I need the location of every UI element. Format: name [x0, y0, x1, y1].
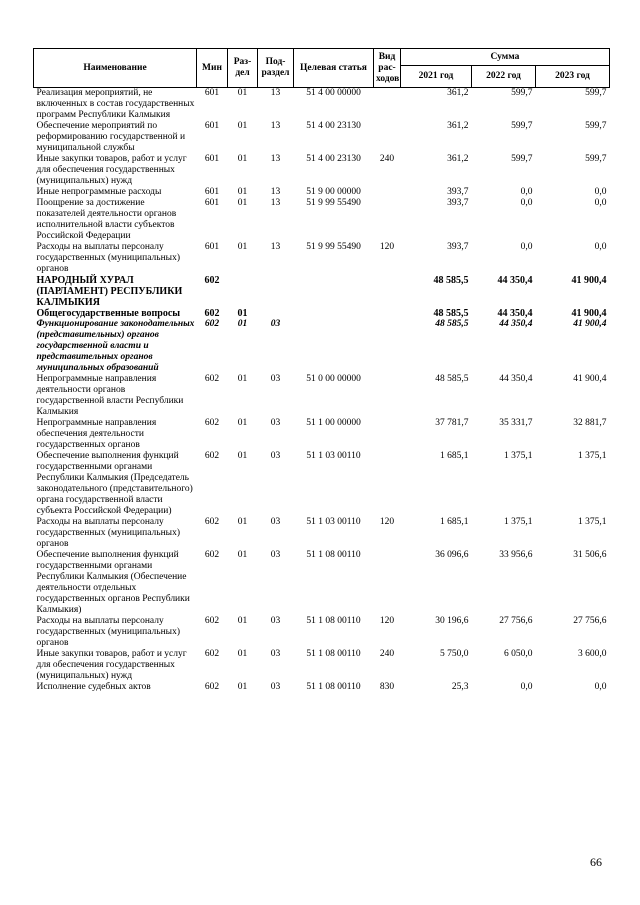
table-row	[34, 451, 610, 517]
row-name: Обеспечение выполнения функций государственными органами Республики Калмыкия (Обеспечение деятельности отдельных государственных органов Республики Калмыкия)	[36, 550, 190, 615]
row-min: 602	[204, 451, 220, 461]
row-2021: 361,2	[447, 88, 469, 98]
row-vid	[374, 198, 401, 242]
row-razdel: 01	[237, 187, 248, 197]
header-sum: Сумма	[401, 49, 610, 66]
row-vid	[374, 550, 401, 616]
row-name: Иные закупки товаров, работ и услуг для обеспечения государственных (муниципальных) нужд	[36, 154, 187, 186]
row-2023: 0,0	[594, 242, 607, 252]
row-2023: 1 375,1	[578, 451, 607, 461]
row-min: 602	[204, 550, 220, 560]
row-target: 51 4 00 00000	[306, 88, 361, 98]
row-2023: 41 900,4	[571, 308, 607, 319]
row-target: 51 4 00 23130	[306, 121, 361, 131]
row-2022: 599,7	[511, 154, 533, 164]
row-razdel: 01	[237, 374, 248, 384]
row-2022: 599,7	[511, 88, 533, 98]
row-2023: 31 506,6	[573, 550, 607, 560]
row-vid: 120	[379, 616, 395, 626]
row-min: 602	[204, 319, 220, 329]
row-razdel: 01	[237, 517, 248, 527]
row-podrazdel: 13	[270, 154, 281, 164]
row-min: 601	[204, 154, 220, 164]
row-min: 602	[204, 682, 220, 692]
row-razdel	[228, 275, 258, 308]
row-target: 51 1 08 00110	[306, 550, 361, 560]
row-podrazdel: 03	[270, 649, 281, 659]
row-min: 602	[204, 649, 220, 659]
row-podrazdel: 13	[270, 187, 281, 197]
row-2021: 393,7	[447, 242, 469, 252]
row-name: Реализация мероприятий, не включенных в состав государственных программ Республики Калмыкия	[36, 88, 195, 120]
row-2023: 27 756,6	[573, 616, 607, 626]
row-name: НАРОДНЫЙ ХУРАЛ (ПАРЛАМЕНТ) РЕСПУБЛИКИ КАЛМЫКИЯ	[36, 275, 183, 308]
row-2023: 41 900,4	[571, 275, 607, 286]
row-razdel: 01	[237, 616, 248, 626]
row-podrazdel: 03	[270, 374, 281, 384]
row-target: 51 9 00 00000	[306, 187, 361, 197]
row-razdel: 01	[237, 198, 248, 208]
row-razdel: 01	[237, 451, 248, 461]
table-row	[34, 682, 610, 693]
table-row	[34, 121, 610, 154]
row-min: 602	[204, 418, 220, 428]
row-target: 51 1 08 00110	[306, 682, 361, 692]
header-target: Целевая статья	[294, 49, 374, 88]
row-2021: 30 196,6	[435, 616, 469, 626]
row-vid: 240	[379, 649, 395, 659]
row-razdel: 01	[237, 88, 248, 98]
row-name: Поощрение за достижение показателей деятельности органов исполнительной власти субъектов Российской Федерации	[36, 198, 177, 241]
header-name: Наименование	[34, 49, 197, 88]
row-min: 601	[204, 88, 220, 98]
header-min: Мин	[197, 49, 228, 88]
row-name: Расходы на выплаты персоналу государственных (муниципальных) органов	[36, 517, 180, 549]
row-2022: 0,0	[520, 242, 533, 252]
table-row	[34, 308, 610, 319]
row-name: Исполнение судебных актов	[36, 682, 151, 692]
row-2021: 48 585,5	[435, 374, 469, 384]
row-target: 51 1 00 00000	[306, 418, 361, 428]
table-row	[34, 418, 610, 451]
row-2021: 1 685,1	[440, 451, 469, 461]
row-podrazdel: 03	[270, 418, 281, 428]
table-row	[34, 275, 610, 308]
row-target: 51 9 99 55490	[306, 242, 361, 252]
row-podrazdel: 03	[270, 616, 281, 626]
row-target: 51 0 00 00000	[306, 374, 361, 384]
row-2022: 35 331,7	[499, 418, 533, 428]
row-min: 602	[204, 275, 220, 286]
row-vid: 240	[379, 154, 395, 164]
table-row	[34, 154, 610, 187]
row-2022: 44 350,4	[499, 374, 533, 384]
row-2022: 0,0	[520, 198, 533, 208]
row-2023: 599,7	[585, 121, 607, 131]
row-2022: 27 756,6	[499, 616, 533, 626]
row-2022: 1 375,1	[504, 517, 533, 527]
header-year-2022: 2022 год	[472, 66, 536, 88]
row-vid: 120	[379, 517, 395, 527]
table-row	[34, 88, 610, 122]
row-2022: 33 956,6	[499, 550, 533, 560]
row-name: Иные закупки товаров, работ и услуг для обеспечения государственных (муниципальных) нужд	[36, 649, 187, 681]
row-podrazdel: 13	[270, 198, 281, 208]
row-name: Расходы на выплаты персоналу государственных (муниципальных) органов	[36, 616, 180, 648]
row-name: Обеспечение мероприятий по реформированию государственной и муниципальной службы	[36, 121, 186, 153]
row-2022: 0,0	[520, 187, 533, 197]
header-podrazdel: Под-раздел	[258, 49, 294, 88]
row-name: Непрограммные направления обеспечения деятельности государственных органов	[36, 418, 157, 450]
row-2022: 1 375,1	[504, 451, 533, 461]
row-2023: 1 375,1	[578, 517, 607, 527]
row-name: Обеспечение выполнения функций государственными органами Республики Калмыкия (Председатель законодательного (представительного) органа государственной власти субъекта Российской Федерации)	[36, 451, 193, 516]
table-row	[34, 187, 610, 198]
row-vid	[374, 88, 401, 122]
row-2021: 37 781,7	[435, 418, 469, 428]
row-name: Общегосударственные вопросы	[36, 308, 181, 319]
row-vid	[374, 451, 401, 517]
row-vid	[374, 187, 401, 198]
row-podrazdel: 03	[270, 682, 281, 692]
table-row	[34, 319, 610, 374]
row-2022: 6 050,0	[504, 649, 533, 659]
header-year-2021: 2021 год	[401, 66, 472, 88]
row-2021: 393,7	[447, 198, 469, 208]
row-min: 601	[204, 187, 220, 197]
row-2023: 599,7	[585, 154, 607, 164]
row-2021: 36 096,6	[435, 550, 469, 560]
row-2023: 0,0	[594, 187, 607, 197]
row-2023: 32 881,7	[573, 418, 607, 428]
row-name: Функционирование законодательных (представительных) органов государственной власти и представительных органов муниципальных образований	[36, 319, 195, 373]
row-razdel: 01	[237, 649, 248, 659]
row-2021: 1 685,1	[440, 517, 469, 527]
row-podrazdel: 03	[270, 550, 281, 560]
page-number: 66	[590, 855, 602, 869]
row-2023: 0,0	[594, 682, 607, 692]
row-2021: 5 750,0	[440, 649, 469, 659]
row-min: 602	[204, 374, 220, 384]
row-razdel: 01	[237, 682, 248, 692]
row-podrazdel: 13	[270, 88, 281, 98]
row-min: 601	[204, 198, 220, 208]
row-target: 51 1 03 00110	[306, 451, 361, 461]
row-vid: 830	[379, 682, 395, 692]
header-vid: Вид рас-ходов	[374, 49, 401, 88]
row-vid	[374, 319, 401, 374]
header-razdel: Раз-дел	[228, 49, 258, 88]
row-2021: 361,2	[447, 154, 469, 164]
row-razdel: 01	[237, 319, 248, 329]
table-row	[34, 517, 610, 550]
row-2021: 48 585,5	[435, 319, 469, 329]
table-body	[34, 88, 610, 694]
row-2022: 44 350,4	[497, 308, 533, 319]
table-row	[34, 550, 610, 616]
row-target	[294, 319, 374, 374]
row-min: 601	[204, 121, 220, 131]
row-podrazdel: 03	[270, 319, 281, 329]
header-year-2023: 2023 год	[536, 66, 610, 88]
row-razdel: 01	[237, 242, 248, 252]
row-podrazdel: 03	[270, 517, 281, 527]
row-vid	[374, 374, 401, 418]
row-2023: 41 900,4	[573, 374, 607, 384]
row-vid	[374, 275, 401, 308]
row-2022: 44 350,4	[499, 319, 533, 329]
row-2023: 0,0	[594, 198, 607, 208]
table-row	[34, 616, 610, 649]
row-target	[294, 275, 374, 308]
budget-table	[33, 48, 610, 693]
row-name: Непрограммные направления деятельности органов государственной власти Республики Калмыкия	[36, 374, 184, 417]
row-target: 51 9 99 55490	[306, 198, 361, 208]
row-podrazdel: 03	[270, 451, 281, 461]
row-min: 602	[204, 616, 220, 626]
row-name: Иные непрограммные расходы	[36, 187, 162, 197]
table-row	[34, 198, 610, 242]
row-razdel: 01	[237, 154, 248, 164]
row-podrazdel: 13	[270, 121, 281, 131]
row-2021: 25,3	[451, 682, 469, 692]
row-min: 601	[204, 242, 220, 252]
row-min: 602	[204, 308, 220, 319]
row-target: 51 1 03 00110	[306, 517, 361, 527]
row-2021: 361,2	[447, 121, 469, 131]
row-2023: 3 600,0	[578, 649, 607, 659]
row-razdel: 01	[237, 121, 248, 131]
row-vid	[374, 418, 401, 451]
row-2022: 44 350,4	[497, 275, 533, 286]
row-target	[294, 308, 374, 319]
row-target: 51 1 08 00110	[306, 649, 361, 659]
row-vid	[374, 121, 401, 154]
row-target: 51 4 00 23130	[306, 154, 361, 164]
row-razdel: 01	[237, 550, 248, 560]
row-name: Расходы на выплаты персоналу государственных (муниципальных) органов	[36, 242, 180, 274]
row-2021: 48 585,5	[433, 275, 469, 286]
row-razdel: 01	[237, 418, 248, 428]
row-podrazdel: 13	[270, 242, 281, 252]
table-row	[34, 649, 610, 682]
row-min: 602	[204, 517, 220, 527]
table-row	[34, 374, 610, 418]
row-2023: 599,7	[585, 88, 607, 98]
table-header	[34, 49, 610, 88]
row-2021: 48 585,5	[433, 308, 469, 319]
row-vid	[374, 308, 401, 319]
row-2022: 599,7	[511, 121, 533, 131]
row-target: 51 1 08 00110	[306, 616, 361, 626]
row-podrazdel	[258, 275, 294, 308]
row-2021: 393,7	[447, 187, 469, 197]
row-vid: 120	[379, 242, 395, 252]
row-2022: 0,0	[520, 682, 533, 692]
row-razdel: 01	[237, 308, 248, 319]
row-2023: 41 900,4	[573, 319, 607, 329]
row-podrazdel	[258, 308, 294, 319]
table-row	[34, 242, 610, 275]
